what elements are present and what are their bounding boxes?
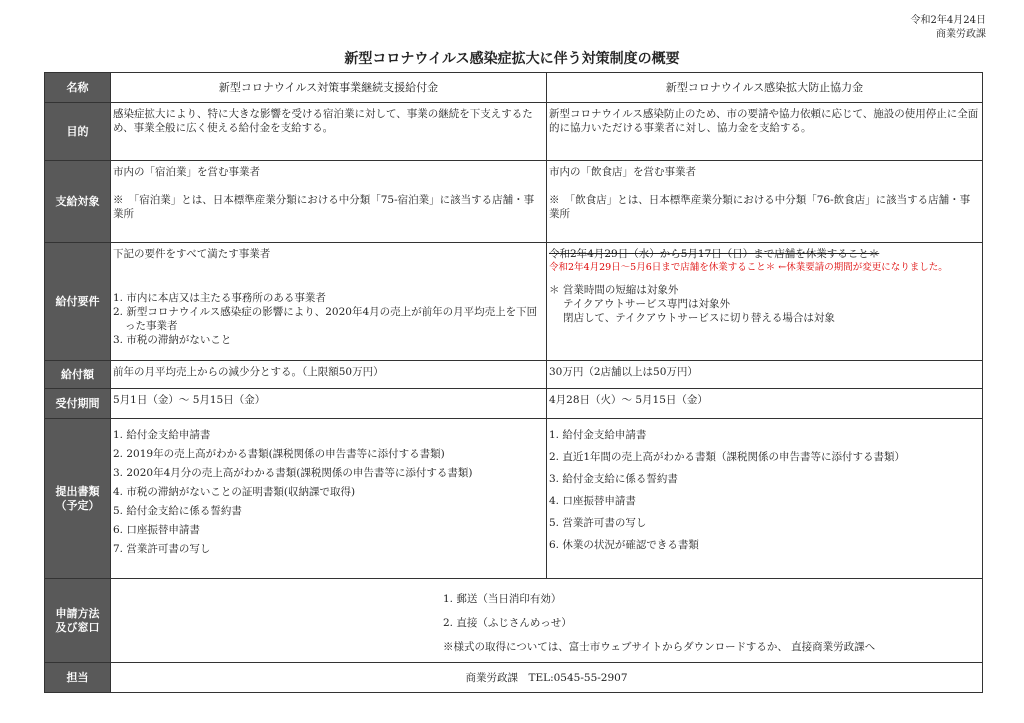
right-req-note2: テイクアウトサービス専門は対象外 bbox=[563, 298, 731, 310]
right-requirements bbox=[547, 243, 983, 361]
left-amount: 前年の月平均売上からの減少分とする。（上限額50万円） bbox=[111, 361, 547, 389]
row-contact bbox=[45, 663, 983, 693]
list-item: 4. 市税の滞納がないことの証明書類(収納課で取得) bbox=[113, 486, 356, 498]
row-target bbox=[45, 161, 983, 243]
left-req-list bbox=[113, 291, 544, 347]
row-amount bbox=[45, 361, 983, 389]
list-item: 2. 直近1年間の売上高がわかる書類（課税関係の申告書等に添付する書類） bbox=[549, 451, 906, 463]
document-header bbox=[911, 14, 986, 42]
list-item: 6. 口座振替申請書 bbox=[113, 524, 200, 536]
list-item: 5. 営業許可書の写し bbox=[549, 517, 647, 529]
label-method: 申請方法 及び窓口 bbox=[45, 579, 111, 663]
method-item: 1. 郵送（当日消印有効） bbox=[443, 593, 562, 605]
list-item: 2. 新型コロナウイルス感染症の影響により、2020年4月の売上が前年の月平均売上を下回った事業者 bbox=[113, 306, 538, 332]
method-item: 2. 直接（ふじさんめっせ） bbox=[443, 617, 572, 629]
method-cell bbox=[111, 579, 983, 663]
list-item: 5. 給付金支給に係る誓約書 bbox=[113, 505, 242, 517]
row-name bbox=[45, 73, 983, 103]
right-period: 4月28日（火）〜 5月15日（金） bbox=[547, 389, 983, 419]
right-amount: 30万円（2店舗以上は50万円） bbox=[547, 361, 983, 389]
label-amount: 給付額 bbox=[45, 361, 111, 389]
overview-table bbox=[44, 72, 983, 693]
left-target-main: 市内の「宿泊業」を営む事業者 bbox=[113, 166, 260, 178]
right-documents bbox=[547, 419, 983, 579]
left-target-note: ※ 「宿泊業」とは、日本標準産業分類における中分類「75-宿泊業」に該当する店舗・事業所 bbox=[113, 194, 535, 220]
list-item: 2. 2019年の売上高がわかる書類(課税関係の申告書等に添付する書類) bbox=[113, 448, 445, 460]
right-target bbox=[547, 161, 983, 243]
list-item: 1. 給付金支給申請書 bbox=[113, 429, 211, 441]
list-item: 4. 口座振替申請書 bbox=[549, 495, 636, 507]
contact-cell: 商業労政課 TEL:0545-55-2907 bbox=[111, 663, 983, 693]
right-req-revised: 令和2年4月29日～5月6日まで店舗を休業すること＊ ←休業要請の期間が変更になりました。 bbox=[549, 262, 948, 273]
row-requirements bbox=[45, 243, 983, 361]
label-documents: 提出書類 （予定） bbox=[45, 419, 111, 579]
right-req-note3: 閉店して、テイクアウトサービスに切り替える場合は対象 bbox=[563, 312, 835, 324]
right-req-struck: 令和2年4月29日（水）から5月17日（日）まで店舗を休業すること＊ bbox=[549, 248, 880, 260]
list-item: 6. 休業の状況が確認できる書類 bbox=[549, 539, 699, 551]
left-period: 5月1日（金）〜 5月15日（金） bbox=[111, 389, 547, 419]
label-contact: 担当 bbox=[45, 663, 111, 693]
right-docs-list bbox=[549, 429, 980, 552]
document-title: 新型コロナウイルス感染症拡大に伴う対策制度の概要 bbox=[344, 51, 680, 67]
list-item: 3. 2020年4月分の売上高がわかる書類(課税関係の申告書等に添付する書類) bbox=[113, 467, 473, 479]
issue-date: 令和2年4月24日 bbox=[910, 15, 986, 26]
label-period: 受付期間 bbox=[45, 389, 111, 419]
label-name: 名称 bbox=[45, 73, 111, 103]
left-req-intro: 下記の要件をすべて満たす事業者 bbox=[113, 248, 271, 260]
row-method bbox=[45, 579, 983, 663]
left-requirements bbox=[111, 243, 547, 361]
label-target: 支給対象 bbox=[45, 161, 111, 243]
left-purpose: 感染症拡大により、特に大きな影響を受ける宿泊業に対して、事業の継続を下支えするため、事業全般に広く使える給付金を支給する。 bbox=[111, 103, 547, 161]
issuing-department: 商業労政課 bbox=[936, 29, 986, 40]
right-target-note: ※ 「飲食店」とは、日本標準産業分類における中分類「76-飲食店」に該当する店舗・事業所 bbox=[549, 194, 971, 220]
row-purpose bbox=[45, 103, 983, 161]
right-name: 新型コロナウイルス感染拡大防止協力金 bbox=[547, 73, 983, 103]
label-purpose: 目的 bbox=[45, 103, 111, 161]
row-documents bbox=[45, 419, 983, 579]
left-target bbox=[111, 161, 547, 243]
method-note: ※様式の取得については、富士市ウェブサイトからダウンロードするか、 直接商業労政課へ bbox=[443, 641, 876, 653]
list-item: 1. 給付金支給申請書 bbox=[549, 429, 647, 441]
label-requirements: 給付要件 bbox=[45, 243, 111, 361]
left-docs-list bbox=[113, 429, 544, 556]
list-item: 7. 営業許可書の写し bbox=[113, 543, 211, 555]
left-documents bbox=[111, 419, 547, 579]
list-item: 1. 市内に本店又は主たる事務所のある事業者 bbox=[113, 292, 326, 304]
right-target-main: 市内の「飲食店」を営む事業者 bbox=[549, 166, 696, 178]
list-item: 3. 市税の滞納がないこと bbox=[113, 334, 232, 346]
list-item: 3. 給付金支給に係る誓約書 bbox=[549, 473, 678, 485]
right-req-note1: ＊ 営業時間の短縮は対象外 bbox=[549, 284, 679, 296]
right-purpose: 新型コロナウイルス感染防止のため、市の要請や協力依頼に応じて、施設の使用停止に全面的に協力いただける事業者に対し、協力金を支給する。 bbox=[547, 103, 983, 161]
left-name: 新型コロナウイルス対策事業継続支援給付金 bbox=[111, 73, 547, 103]
row-period bbox=[45, 389, 983, 419]
